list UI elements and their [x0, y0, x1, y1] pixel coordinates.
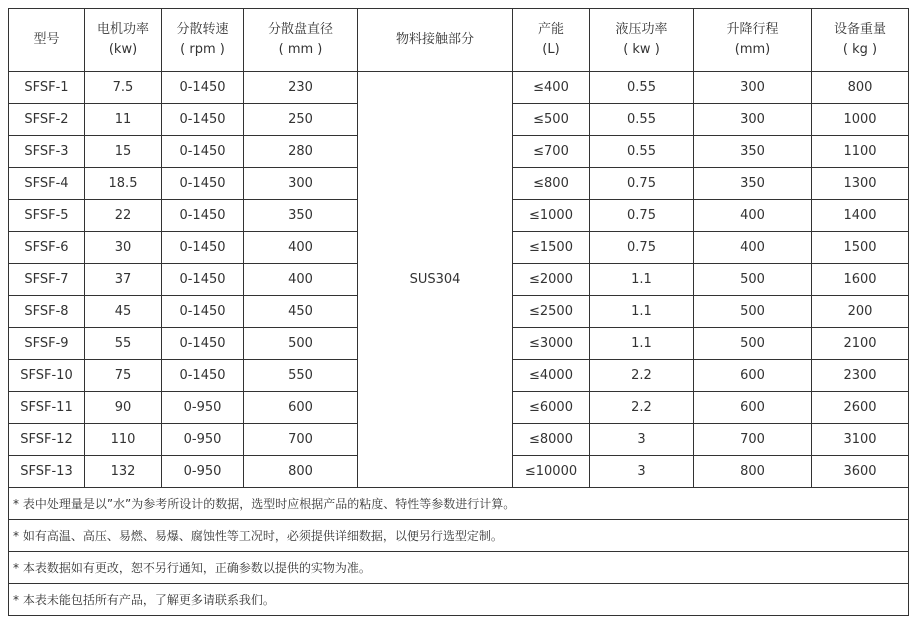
- cell-power: 18.5: [85, 168, 162, 200]
- cell-hydraulic: 2.2: [590, 392, 694, 424]
- cell-speed: 0-1450: [162, 360, 244, 392]
- cell-stroke: 500: [694, 328, 812, 360]
- cell-power: 22: [85, 200, 162, 232]
- spec-table: [8, 8, 909, 616]
- cell-capacity: ≤1500: [513, 232, 590, 264]
- header-model: 型号: [9, 9, 85, 72]
- cell-power: 132: [85, 456, 162, 488]
- note-row: [9, 520, 909, 552]
- cell-capacity: ≤700: [513, 136, 590, 168]
- cell-stroke: 500: [694, 296, 812, 328]
- cell-capacity: ≤400: [513, 72, 590, 104]
- cell-weight: 2300: [812, 360, 909, 392]
- cell-hydraulic: 3: [590, 424, 694, 456]
- cell-model: SFSF-4: [9, 168, 85, 200]
- cell-disc: 350: [244, 200, 358, 232]
- cell-model: SFSF-12: [9, 424, 85, 456]
- note-water-reference: * 表中处理量是以”水”为参考所设计的数据，选型时应根据产品的粘度、特性等参数进行计算。: [9, 488, 909, 520]
- cell-disc: 550: [244, 360, 358, 392]
- cell-hydraulic: 0.55: [590, 136, 694, 168]
- cell-material: SUS304: [358, 72, 513, 488]
- cell-model: SFSF-9: [9, 328, 85, 360]
- cell-power: 55: [85, 328, 162, 360]
- cell-speed: 0-1450: [162, 136, 244, 168]
- cell-capacity: ≤2000: [513, 264, 590, 296]
- cell-disc: 300: [244, 168, 358, 200]
- cell-weight: 1300: [812, 168, 909, 200]
- cell-stroke: 400: [694, 232, 812, 264]
- header-disperse-speed: 分散转速 ( rpm ): [162, 9, 244, 72]
- cell-speed: 0-1450: [162, 328, 244, 360]
- cell-speed: 0-1450: [162, 232, 244, 264]
- cell-model: SFSF-8: [9, 296, 85, 328]
- table-row: [9, 72, 909, 104]
- cell-capacity: ≤500: [513, 104, 590, 136]
- spec-table-container: [8, 8, 908, 616]
- note-row: [9, 488, 909, 520]
- cell-model: SFSF-6: [9, 232, 85, 264]
- cell-hydraulic: 1.1: [590, 328, 694, 360]
- note-row: [9, 584, 909, 616]
- cell-model: SFSF-1: [9, 72, 85, 104]
- note-contact-us: * 本表未能包括所有产品，了解更多请联系我们。: [9, 584, 909, 616]
- cell-weight: 1000: [812, 104, 909, 136]
- cell-disc: 450: [244, 296, 358, 328]
- cell-capacity: ≤3000: [513, 328, 590, 360]
- cell-power: 75: [85, 360, 162, 392]
- cell-disc: 400: [244, 232, 358, 264]
- cell-capacity: ≤10000: [513, 456, 590, 488]
- cell-stroke: 500: [694, 264, 812, 296]
- cell-weight: 2600: [812, 392, 909, 424]
- cell-power: 45: [85, 296, 162, 328]
- cell-hydraulic: 2.2: [590, 360, 694, 392]
- cell-capacity: ≤8000: [513, 424, 590, 456]
- cell-capacity: ≤6000: [513, 392, 590, 424]
- cell-speed: 0-950: [162, 392, 244, 424]
- cell-model: SFSF-5: [9, 200, 85, 232]
- cell-weight: 3100: [812, 424, 909, 456]
- header-hydraulic-power: 液压功率 ( kw ): [590, 9, 694, 72]
- header-capacity: 产能 (L): [513, 9, 590, 72]
- cell-speed: 0-950: [162, 424, 244, 456]
- header-row: [9, 9, 909, 72]
- cell-model: SFSF-2: [9, 104, 85, 136]
- cell-power: 110: [85, 424, 162, 456]
- cell-weight: 3600: [812, 456, 909, 488]
- cell-disc: 700: [244, 424, 358, 456]
- cell-hydraulic: 0.75: [590, 232, 694, 264]
- cell-disc: 400: [244, 264, 358, 296]
- cell-capacity: ≤800: [513, 168, 590, 200]
- cell-weight: 200: [812, 296, 909, 328]
- cell-capacity: ≤2500: [513, 296, 590, 328]
- cell-power: 90: [85, 392, 162, 424]
- cell-stroke: 300: [694, 104, 812, 136]
- cell-stroke: 700: [694, 424, 812, 456]
- cell-disc: 230: [244, 72, 358, 104]
- cell-capacity: ≤4000: [513, 360, 590, 392]
- header-weight: 设备重量 ( kg ): [812, 9, 909, 72]
- header-material: 物料接触部分: [358, 9, 513, 72]
- cell-hydraulic: 3: [590, 456, 694, 488]
- cell-hydraulic: 0.75: [590, 200, 694, 232]
- cell-hydraulic: 1.1: [590, 296, 694, 328]
- cell-disc: 250: [244, 104, 358, 136]
- cell-power: 37: [85, 264, 162, 296]
- cell-weight: 2100: [812, 328, 909, 360]
- cell-weight: 1100: [812, 136, 909, 168]
- cell-disc: 600: [244, 392, 358, 424]
- cell-weight: 1400: [812, 200, 909, 232]
- cell-hydraulic: 1.1: [590, 264, 694, 296]
- cell-stroke: 350: [694, 136, 812, 168]
- cell-stroke: 600: [694, 392, 812, 424]
- cell-power: 15: [85, 136, 162, 168]
- cell-speed: 0-1450: [162, 104, 244, 136]
- header-motor-power: 电机功率 (kw): [85, 9, 162, 72]
- cell-speed: 0-1450: [162, 264, 244, 296]
- header-disc-diameter: 分散盘直径 ( mm ): [244, 9, 358, 72]
- cell-stroke: 350: [694, 168, 812, 200]
- cell-model: SFSF-13: [9, 456, 85, 488]
- cell-speed: 0-1450: [162, 296, 244, 328]
- cell-stroke: 300: [694, 72, 812, 104]
- cell-speed: 0-1450: [162, 72, 244, 104]
- cell-power: 30: [85, 232, 162, 264]
- cell-hydraulic: 0.75: [590, 168, 694, 200]
- cell-power: 11: [85, 104, 162, 136]
- cell-disc: 280: [244, 136, 358, 168]
- cell-power: 7.5: [85, 72, 162, 104]
- header-lift-stroke: 升降行程 (mm): [694, 9, 812, 72]
- note-special-conditions: * 如有高温、高压、易燃、易爆、腐蚀性等工况时，必须提供详细数据，以便另行选型定制。: [9, 520, 909, 552]
- cell-weight: 800: [812, 72, 909, 104]
- cell-hydraulic: 0.55: [590, 72, 694, 104]
- cell-hydraulic: 0.55: [590, 104, 694, 136]
- cell-disc: 500: [244, 328, 358, 360]
- cell-weight: 1500: [812, 232, 909, 264]
- cell-stroke: 400: [694, 200, 812, 232]
- cell-model: SFSF-10: [9, 360, 85, 392]
- cell-weight: 1600: [812, 264, 909, 296]
- cell-speed: 0-1450: [162, 200, 244, 232]
- note-data-changes: * 本表数据如有更改，恕不另行通知，正确参数以提供的实物为准。: [9, 552, 909, 584]
- cell-model: SFSF-3: [9, 136, 85, 168]
- cell-stroke: 800: [694, 456, 812, 488]
- cell-speed: 0-950: [162, 456, 244, 488]
- cell-stroke: 600: [694, 360, 812, 392]
- cell-disc: 800: [244, 456, 358, 488]
- note-row: [9, 552, 909, 584]
- cell-model: SFSF-11: [9, 392, 85, 424]
- cell-speed: 0-1450: [162, 168, 244, 200]
- cell-capacity: ≤1000: [513, 200, 590, 232]
- cell-model: SFSF-7: [9, 264, 85, 296]
